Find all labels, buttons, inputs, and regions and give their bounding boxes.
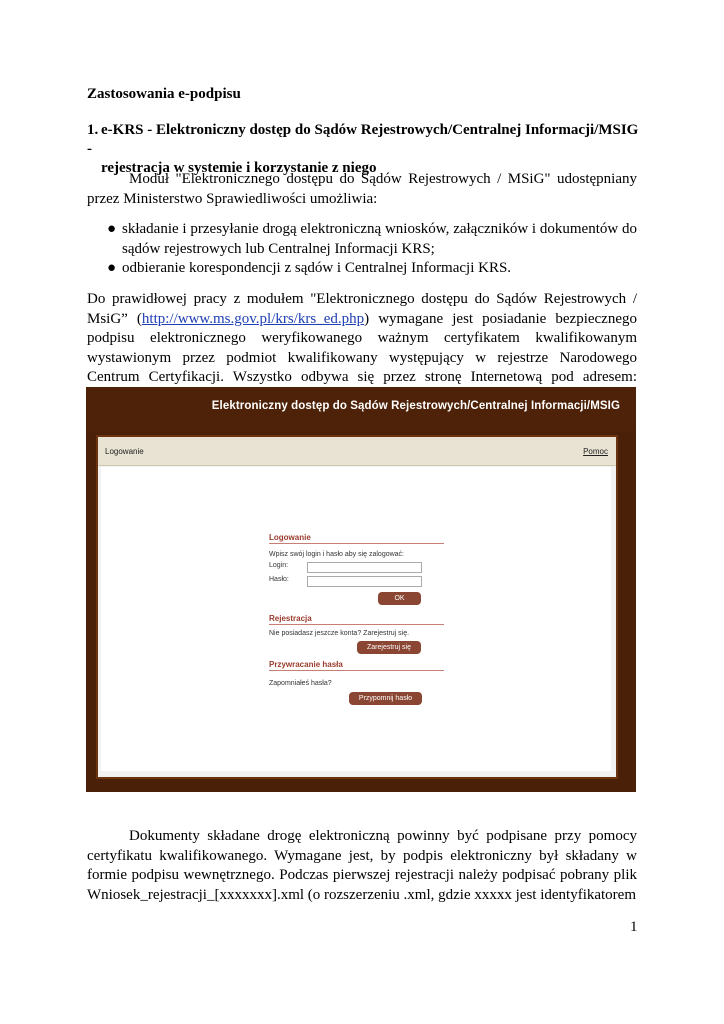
password-label: Hasło: — [269, 576, 289, 583]
login-instruction: Wpisz swój login i hasło aby się zalogować: — [269, 551, 405, 558]
signature-paragraph — [87, 827, 637, 905]
recovery-heading: Przywracanie hasła — [269, 660, 444, 671]
ms-gov-link[interactable]: http://www.ms.gov.pl/krs/krs_ed.php — [141, 310, 365, 327]
help-link[interactable]: Pomoc — [583, 447, 608, 456]
tab-logowanie[interactable]: Logowanie — [105, 447, 144, 456]
portal-topbar — [98, 437, 616, 466]
bullet-icon: ● — [107, 221, 117, 237]
requirements-text-part1: Do prawidłowej pracy z modułem "Elektronicznego dostępu do Sądów Rejestrowych / MsiG” ( — [87, 291, 637, 327]
feature-list — [87, 220, 637, 279]
password-recovery-section — [269, 660, 444, 702]
bullet-icon: ● — [107, 260, 117, 276]
registration-heading: Rejestracja — [269, 614, 444, 625]
login-section — [269, 533, 444, 602]
requirements-text-part2: ) wymagane jest posiadanie bezpiecznego podpisu elektronicznego weryfikowanego ważnym certyfikatem kwalifikowanym wystawionym przez podmiot kwalifikowany występujący w rejestrze Narodowego Centrum Certyfikacji. Wszystko odbywa się przez stronę Internetową pod adresem: — [87, 310, 637, 385]
registration-section — [269, 614, 444, 651]
ok-button[interactable]: OK — [378, 592, 421, 605]
list-item-text: odbieranie korespondencji z sądów i Centralnej Informacji KRS. — [122, 260, 512, 276]
portal-frame — [96, 435, 618, 779]
password-input[interactable] — [307, 576, 422, 587]
portal-header — [86, 387, 636, 431]
register-button[interactable]: Zarejestruj się — [357, 641, 421, 654]
login-label: Login: — [269, 562, 289, 569]
portal-screenshot — [86, 387, 636, 792]
page-title: Zastosowania e-podpisu — [87, 86, 241, 102]
list-item — [87, 259, 637, 279]
page-number: 1 — [630, 919, 638, 935]
list-item — [87, 220, 637, 259]
intro-paragraph-text: Moduł "Elektronicznego dostępu do Sądów Rejestrowych / MSiG" udostępniany przez Ministerstwo Sprawiedliwości umożliwia: — [87, 171, 637, 207]
list-item-text: składanie i przesyłanie drogą elektroniczną wniosków, załączników i dokumentów do sądów rejestrowych lub Centralnej Informacji KRS; — [122, 221, 637, 257]
login-input[interactable] — [307, 562, 422, 573]
portal-header-title: Elektroniczny dostęp do Sądów Rejestrowych/Centralnej Informacji/MSIG — [211, 400, 620, 412]
login-heading: Logowanie — [269, 533, 444, 544]
section-title-line2: rejestracja w systemie i korzystanie z niego — [101, 160, 377, 176]
signature-paragraph-text: Dokumenty składane drogę elektroniczną powinny być podpisane przy pomocy certyfikatu kwalifikowanego. Wymagane jest, by podpis elektroniczny był składany w formie podpisu wewnętrznego. Podczas pierwszej rejestracji należy podpisać pobrany plik Wniosek_rejestracji_[xxxxxxx].xml (o rozszerzeniu .xml, gdzie xxxxx jest identyfikatorem — [87, 828, 637, 903]
registration-text: Nie posiadasz jeszcze konta? Zarejestruj się. — [269, 630, 410, 637]
section-title-line1: e-KRS - Elektroniczny dostęp do Sądów Rejestrowych/Centralnej Informacji/MSIG - — [87, 122, 639, 157]
intro-paragraph — [87, 170, 637, 209]
recovery-text: Zapomniałeś hasła? — [269, 680, 332, 687]
portal-content — [101, 467, 611, 771]
section-number: 1. — [87, 122, 99, 138]
remind-password-button[interactable]: Przypomnij hasło — [349, 692, 422, 705]
